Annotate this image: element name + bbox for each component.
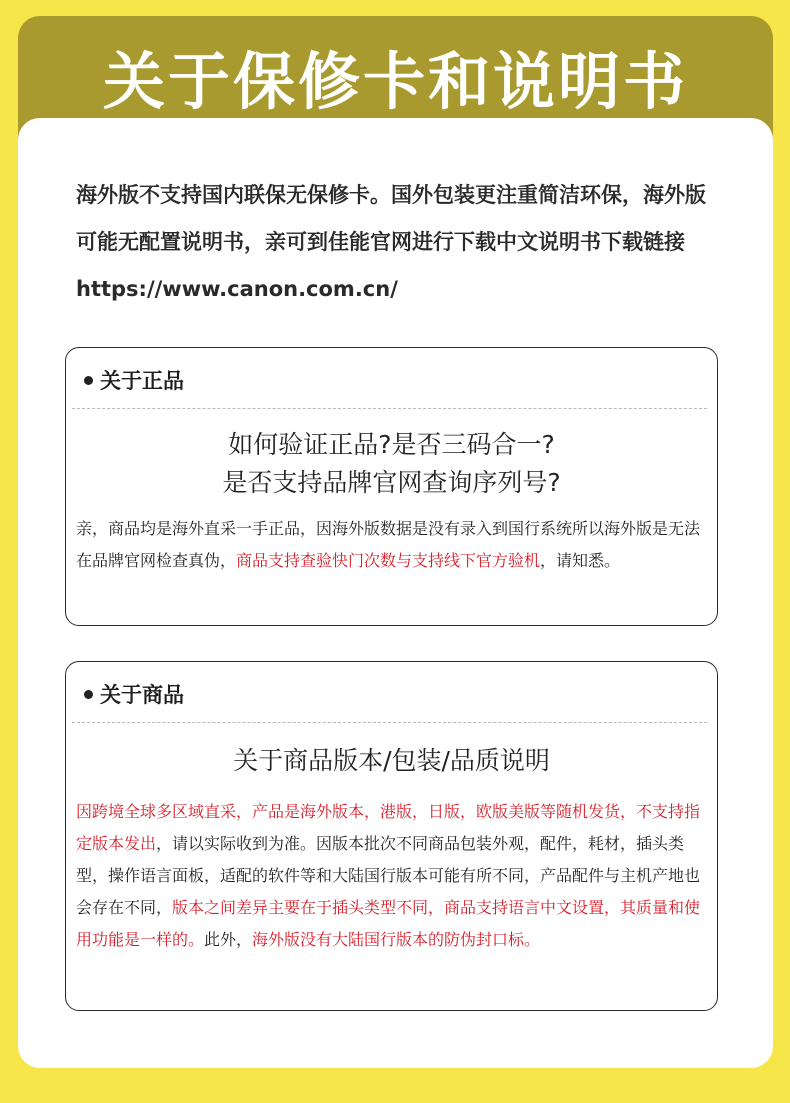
- section-body: [76, 513, 711, 577]
- section-body: [76, 796, 711, 956]
- section-header-label: 关于正品: [100, 369, 184, 393]
- bullet-icon: [84, 376, 93, 385]
- product-section: [65, 661, 718, 1011]
- section-title: 关于商品版本/包装/品质说明: [233, 746, 550, 775]
- authenticity-section: [65, 347, 718, 626]
- section-title: [66, 426, 717, 502]
- body-text: 亲，商品均是海外直采一手正品，因海外版数据是没有录入到国行系统所以海外版是无法在品牌官网检查真伪，: [76, 519, 701, 570]
- body-highlight: 因跨境全球多区域直采，产品是海外版本，港版，日版，欧版美版等随机发货，不支持指定版本发出: [76, 802, 701, 853]
- body-highlight: 海外版没有大陆国行版本的防伪封口标。: [252, 930, 541, 949]
- page-title: 关于保修卡和说明书: [102, 45, 688, 118]
- body-text: ，请知悉。: [540, 551, 621, 570]
- bullet-icon: [84, 690, 93, 699]
- section-title-line2: 是否支持品牌官网查询序列号?: [222, 468, 561, 497]
- body-highlight: 版本之间差异主要在于插头类型不同，商品支持语言中文设置，其质量和使用功能是一样的。: [76, 898, 701, 949]
- intro-text: 海外版不支持国内联保无保修卡。国外包装更注重简洁环保，海外版可能无配置说明书，亲可到佳能官网进行下载中文说明书下载链接 https://www.canon.com.cn/: [76, 183, 706, 301]
- body-text: ，请以实际收到为准。因版本批次不同商品包装外观，配件，耗材，插头类型，操作语言面板，适配的软件等和大陆国行版本可能有所不同，产品配件与主机产地也会存在不同，: [76, 834, 701, 917]
- body-text: 此外，: [204, 930, 253, 949]
- dashed-divider: [72, 722, 707, 723]
- section-header: [84, 364, 184, 396]
- dashed-divider: [72, 408, 707, 409]
- section-title-line1: 如何验证正品?是否三码合一?: [228, 430, 555, 459]
- section-header-label: 关于商品: [100, 683, 184, 707]
- section-header: [84, 678, 184, 710]
- body-highlight: 商品支持查验快门次数与支持线下官方验机: [236, 551, 541, 570]
